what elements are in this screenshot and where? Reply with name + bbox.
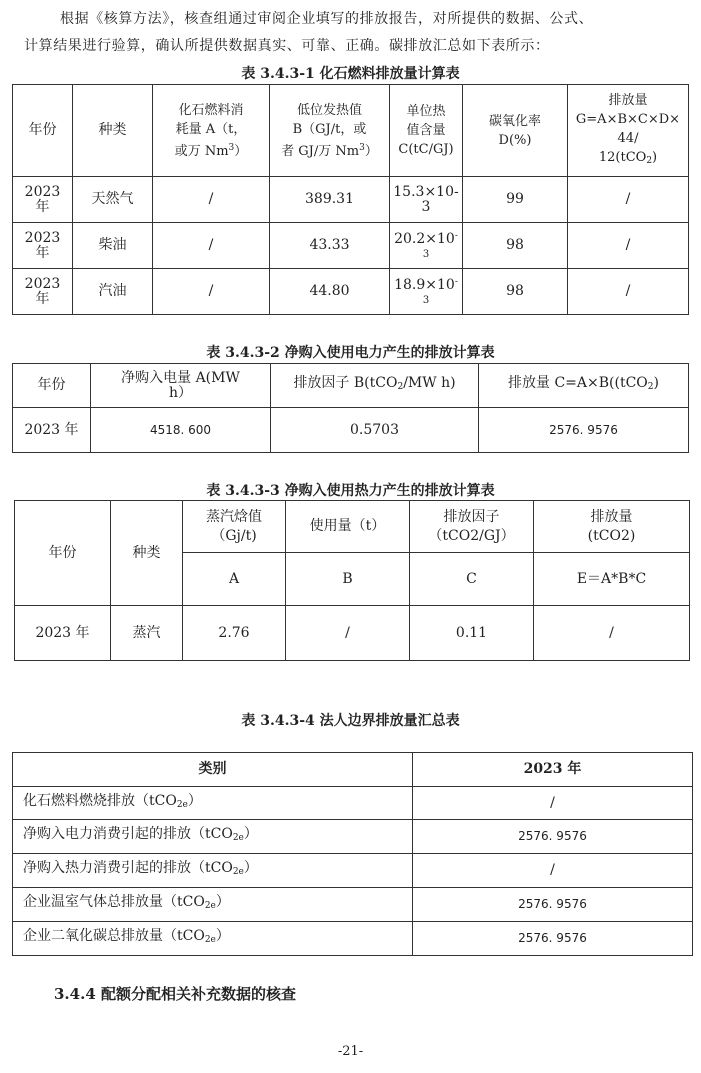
row-oxidation: 99	[463, 177, 568, 223]
table-row	[13, 820, 693, 854]
header-year: 2023 年	[413, 753, 693, 787]
row-emission: 2576. 9576	[479, 408, 689, 453]
row-year: 2023 年	[13, 223, 73, 269]
row-value: 2576. 9576	[413, 922, 693, 956]
table-row	[13, 787, 693, 820]
row-oxidation: 98	[463, 223, 568, 269]
header-usage: 使用量（t）	[286, 501, 410, 553]
code-e: E＝A*B*C	[534, 553, 690, 606]
intro-paragraph	[24, 6, 684, 60]
row-heat: 44.80	[270, 269, 390, 315]
fossil-fuel-table	[12, 84, 689, 315]
row-heat: 389.31	[270, 177, 390, 223]
table-row	[13, 888, 693, 922]
row-label: 净购入热力消费引起的排放（tCO$_{2e}$）	[13, 854, 413, 888]
row-type: 柴油	[73, 223, 153, 269]
row-value: 2576. 9576	[413, 820, 693, 854]
header-enthalpy: 蒸汽焓值 （Gj/t)	[183, 501, 286, 553]
row-type: 天然气	[73, 177, 153, 223]
row-consumption: /	[153, 269, 270, 315]
table1-header-row	[13, 85, 689, 177]
table1-caption: 表 3.4.3-1 化石燃料排放量计算表	[241, 66, 460, 82]
table-row	[13, 408, 689, 453]
code-c: C	[410, 553, 534, 606]
row-label: 企业二氧化碳总排放量（tCO$_{2e}$）	[13, 922, 413, 956]
row-oxidation: 98	[463, 269, 568, 315]
row-year: 2023 年	[13, 269, 73, 315]
row-label: 企业温室气体总排放量（tCO$_{2e}$）	[13, 888, 413, 922]
header-heat-value: 低位发热值 B（GJ/t，或 者 GJ/万 Nm$^3$）	[270, 85, 390, 177]
intro-line-1: 根据《核算方法》，核查组通过审阅企业填写的排放报告，对所提供的数据、公式、	[60, 11, 594, 27]
row-consumption: /	[153, 177, 270, 223]
row-carbon: 15.3×10- 3	[390, 177, 463, 223]
table4-header-row	[13, 753, 693, 787]
header-year: 年份	[13, 364, 91, 408]
heat-table	[14, 500, 690, 661]
header-emission: 排放量 G=A×B×C×D× 44/ 12(tCO$_2$)	[568, 85, 689, 177]
row-enthalpy: 2.76	[183, 606, 286, 661]
table3-header-row	[15, 501, 690, 553]
row-year: 2023 年	[13, 408, 91, 453]
header-emission-factor: 排放因子 B(tCO$_2$/MW h)	[271, 364, 479, 408]
row-label: 净购入电力消费引起的排放（tCO$_{2e}$）	[13, 820, 413, 854]
electricity-table	[12, 363, 689, 453]
table2-header-row	[13, 364, 689, 408]
table-row	[13, 223, 689, 269]
row-type: 汽油	[73, 269, 153, 315]
row-value: 2576. 9576	[413, 888, 693, 922]
row-usage: /	[286, 606, 410, 661]
summary-table	[12, 752, 693, 956]
intro-line-2: 计算结果进行验算，确认所提供数据真实、可靠、正确。碳排放汇总如下表所示：	[24, 38, 550, 54]
table-row	[15, 606, 690, 661]
header-factor: 排放因子 （tCO2/GJ）	[410, 501, 534, 553]
table4-caption: 表 3.4.3-4 法人边界排放量汇总表	[241, 713, 460, 729]
row-emission: /	[534, 606, 690, 661]
row-emission: /	[568, 177, 689, 223]
row-factor: 0.11	[410, 606, 534, 661]
row-emission: /	[568, 269, 689, 315]
section-heading: 3.4.4 配额分配相关补充数据的核查	[54, 985, 296, 1003]
header-year: 年份	[15, 501, 111, 606]
row-factor: 0.5703	[271, 408, 479, 453]
code-b: B	[286, 553, 410, 606]
header-type: 种类	[111, 501, 183, 606]
header-emission: 排放量 (tCO2)	[534, 501, 690, 553]
table-row	[13, 269, 689, 315]
header-oxidation-rate: 碳氧化率 D(%)	[463, 85, 568, 177]
row-emission: /	[568, 223, 689, 269]
table3-caption: 表 3.4.3-3 净购入使用热力产生的排放计算表	[206, 483, 495, 499]
table-row	[13, 854, 693, 888]
row-type: 蒸汽	[111, 606, 183, 661]
header-carbon-content: 单位热 值含量 C(tC/GJ)	[390, 85, 463, 177]
header-emission: 排放量 C=A×B((tCO$_2$)	[479, 364, 689, 408]
header-consumption: 化石燃料消 耗量 A（t， 或万 Nm$^3$）	[153, 85, 270, 177]
header-type: 种类	[73, 85, 153, 177]
code-a: A	[183, 553, 286, 606]
header-year: 年份	[13, 85, 73, 177]
row-heat: 43.33	[270, 223, 390, 269]
row-year: 2023 年	[13, 177, 73, 223]
row-amount: 4518. 600	[91, 408, 271, 453]
row-carbon: 18.9×10- 3	[390, 269, 463, 315]
row-value: /	[413, 854, 693, 888]
table2-caption: 表 3.4.3-2 净购入使用电力产生的排放计算表	[206, 345, 495, 361]
row-year: 2023 年	[15, 606, 111, 661]
header-category: 类别	[13, 753, 413, 787]
row-carbon: 20.2×10- 3	[390, 223, 463, 269]
row-value: /	[413, 787, 693, 820]
table-row	[13, 177, 689, 223]
row-label: 化石燃料燃烧排放（tCO$_{2e}$）	[13, 787, 413, 820]
row-consumption: /	[153, 223, 270, 269]
header-purchased-electricity: 净购入电量 A(MW h）	[91, 364, 271, 408]
page-number: -21-	[337, 1044, 364, 1059]
table-row	[13, 922, 693, 956]
